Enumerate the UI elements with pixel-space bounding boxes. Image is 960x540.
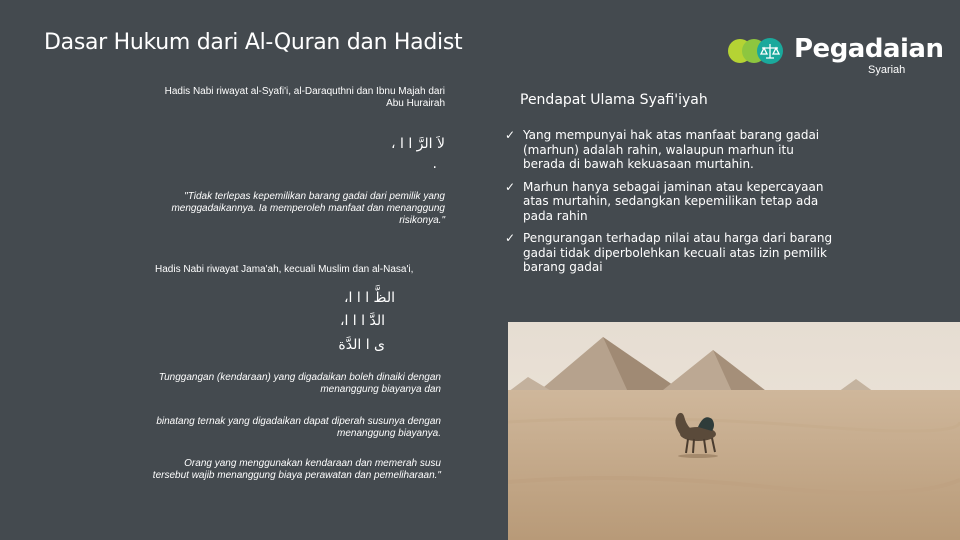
check-icon: ✓ [505, 179, 516, 194]
arabic-text-2a: الظَّ ا ا ا، [344, 290, 395, 306]
logo-circles-icon [728, 36, 798, 66]
list-item [505, 180, 835, 224]
arabic-text-1b: . [432, 156, 437, 172]
logo-name: Pegadaian [794, 34, 944, 64]
arabic-text-1: لاَ الرَّ ا ا ، [391, 136, 445, 152]
hadith-source-1: Hadis Nabi riwayat al-Syafi'i, al-Daraquthni dan Ibnu Majah dari Abu Hurairah [164, 86, 445, 109]
check-icon: ✓ [505, 231, 516, 245]
hadith-translation-2b: binatang ternak yang digadaikan dapat diperah susunya dengan menanggung biayanya. [156, 416, 441, 439]
hadith-translation-2c: Orang yang menggunakan kendaraan dan memerah susu tersebut wajib menanggung biaya perawatan dan pemeliharaan." [152, 458, 441, 481]
ulama-heading: Pendapat Ulama Syafi'iyah [520, 92, 708, 108]
ulama-opinion-list [505, 128, 835, 283]
logo-subtitle: Syariah [868, 64, 906, 76]
hadith-source-2: Hadis Nabi riwayat Jama'ah, kecuali Muslim dan al-Nasa'i, [155, 264, 414, 275]
list-item [505, 231, 835, 275]
slide-title: Dasar Hukum dari Al-Quran dan Hadist [44, 30, 463, 55]
check-icon: ✓ [505, 128, 516, 142]
list-item-text: Marhun hanya sebagai jaminan atau kepercayaan atas murtahin, sedangkan kepemilikan tetap ada pada rahin [523, 179, 824, 223]
pyramids-camel-image [508, 322, 960, 540]
hadith-translation-1: "Tidak terlepas kepemilikan barang gadai dari pemilik yang menggadaikannya. Ia memperoleh manfaat dan menanggung risikonya." [171, 191, 445, 226]
list-item [505, 128, 835, 172]
arabic-text-2b: الدَّ ا ا ا، [339, 313, 385, 329]
list-item-text: Pengurangan terhadap nilai atau harga dari barang gadai tidak diperbolehkan kecuali atas izin pemilik barang gadai [523, 231, 833, 274]
arabic-text-2c: ى ا الدَّة [338, 337, 385, 353]
pegadaian-logo [728, 34, 944, 78]
desert-pyramid-photo [508, 322, 960, 540]
hadith-translation-2a: Tunggangan (kendaraan) yang digadaikan boleh dinaiki dengan menanggung biayanya dan [158, 372, 441, 395]
list-item-text: Yang mempunyai hak atas manfaat barang gadai (marhun) adalah rahin, walaupun marhun itu berada di bawah kekuasaan murtahin. [523, 128, 820, 171]
